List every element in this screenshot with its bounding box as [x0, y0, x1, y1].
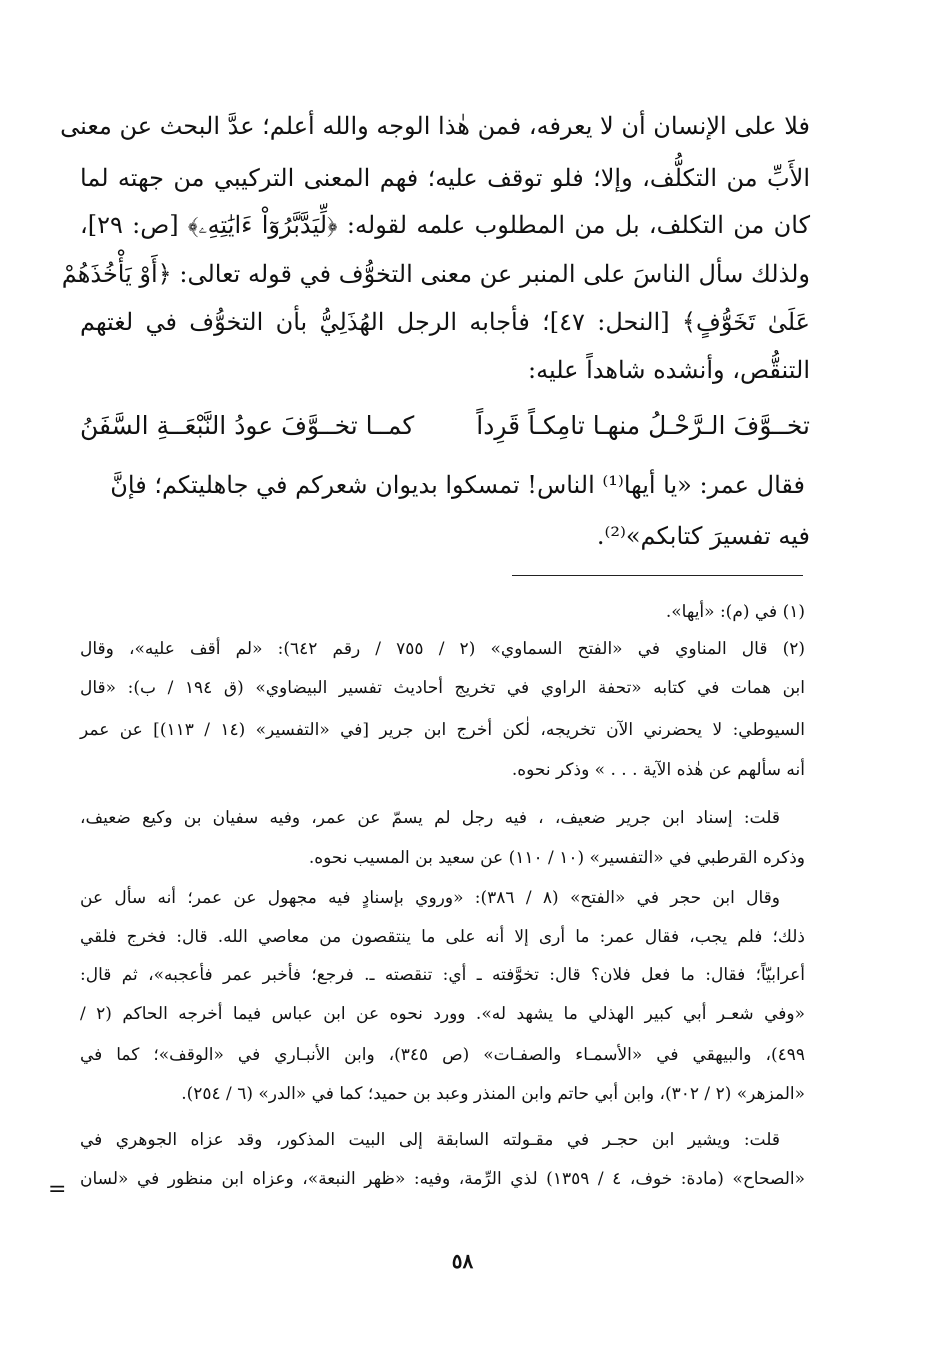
footnote-line: قلت: ويشير ابن حجـر في مقـولته السابقة إلى البيت المذكور، وقد عزاه الجوهري في: [80, 1130, 780, 1150]
main-text-line: فقال عمر: «يا أيها⁽¹⁾ الناس! تمسكوا بديوان شعركم في جاهليتكم؛ فإنَّ: [110, 471, 805, 499]
footnote-line: «الصحاح» (مادة: خوف، ٤ / ١٣٥٩) لذي الرِّمة، وفيه: «ظهر النبعة»، وعزاه ابن منظور في «لسان: [80, 1169, 805, 1189]
footnote-line: (٢) قال المناوي في «الفتح السماوي» (٢ / ٧٥٥ / رقم ٦٤٢): «لم أقف عليه»، وقال: [80, 639, 805, 659]
main-text-line: التنقُّص، وأنشده شاهداً عليه:: [528, 356, 810, 384]
footnote-line: «وفي شعـر أبي كبير الهذلي ما يشهد له». وورد نحوه عن ابن عباس فيما أخرجه الحاكم (٢ /: [80, 1004, 805, 1024]
main-text-line: الأَبِّ من التكلُّف، وإلا؛ فلو توقف عليه؛ فهم المعنى التركيبي من جهته لما: [80, 164, 810, 192]
footnote-line: ٤٩٩)، والبيهقي في «الأسمـاء والصفـات» (ص ٣٤٥)، وابن الأنبـاري في «الوقف»؛ كما في: [80, 1045, 805, 1065]
footnote-line: قلت: إسناد ابن جرير ضعيف، ، فيه رجل لم يسمّ عن عمر، وفيه سفيان بن وكيع ضعيف،: [80, 808, 780, 828]
verse-second-hemistich: كمــا تخــوَّفَ عودُ النَّبْعَــةِ السَّفَنُ: [80, 411, 415, 440]
footnote-line: «المزهر» (٢ / ٣٠٢)، وابن أبي حاتم وابن المنذر وعبد بن حميد؛ كما في «الدر» (٦ / ٢٥٤).: [181, 1084, 805, 1104]
verse-first-hemistich: تخــوَّفَ الـرَّحْـلُ منهـا تامِكـاً قَرِداً: [476, 411, 810, 440]
main-text-line: فيه تفسيرَ كتابكم»⁽²⁾.: [596, 522, 810, 550]
footnote-line: ذلك؛ فلم يجب، فقال عمر: ما أرى إلا أنه على ما ينتقصون من معاصي الله. قال: فخرج فلقي: [80, 927, 805, 947]
footnote-line: وذكره القرطبي في «التفسير» (١٠ / ١١٠) عن سعيد بن المسيب نحوه.: [308, 848, 805, 868]
footnote-line: (١) في (م): «أيها».: [665, 602, 805, 622]
page-number: ٥٨: [451, 1249, 474, 1273]
footnote-line: وقال ابن حجر في «الفتح» (٨ / ٣٨٦): «وروي بإسنادٍ فيه مجهول عن عمر؛ أنه سأل عن: [80, 888, 780, 908]
footnote-line: أعرابيّاً؛ فقال: ما فعل فلان؟ قال: تخوَّفته ـ أي: تنقصته ـ. فرجع؛ فأخبر عمر فأعجبه»، ثم قال:: [80, 965, 805, 985]
footnote-line: ابن همات في كتابه «تحفة الراوي في تخريج أحاديث تفسير البيضاوي» (ق ١٩٤ / ب): «قال: [80, 678, 805, 698]
main-text-line: ولذلك سأل الناسَ على المنبر عن معنى التخوُّف في قوله تعالى: ﴿أَوْ يَأْخُذَهُمْ: [61, 260, 810, 288]
main-text-line: فلا على الإنسان أن لا يعرفه، فمن هٰذا الوجه والله أعلم؛ عدَّ البحث عن معنى: [60, 112, 810, 140]
main-text-line: كان من التكلف، بل من المطلوب علمه لقوله: ﴿لِّيَدَّبَّرُوٓاْ ءَايَٰتِهِۦ﴾ [ص: ٢٩]،: [80, 211, 810, 239]
footnote-continuation-mark: =: [48, 1177, 67, 1202]
footnote-line: أنه سألهم عن هٰذه الآية . . . » وذكر نحوه.: [511, 760, 805, 780]
footnote-line: السيوطي: لا يحضرني الآن تخريجه، لٰكن أخرج ابن جرير [في «التفسير» (١٤ / ١١٣)] عن عمر: [80, 720, 805, 740]
main-text-line: عَلَىٰ تَخَوُّفٍ﴾ [النحل: ٤٧]؛ فأجابه الرجل الهُذَلِيُّ بأن التخوُّف في لغتهم: [80, 308, 810, 336]
footnote-separator: [512, 575, 803, 576]
